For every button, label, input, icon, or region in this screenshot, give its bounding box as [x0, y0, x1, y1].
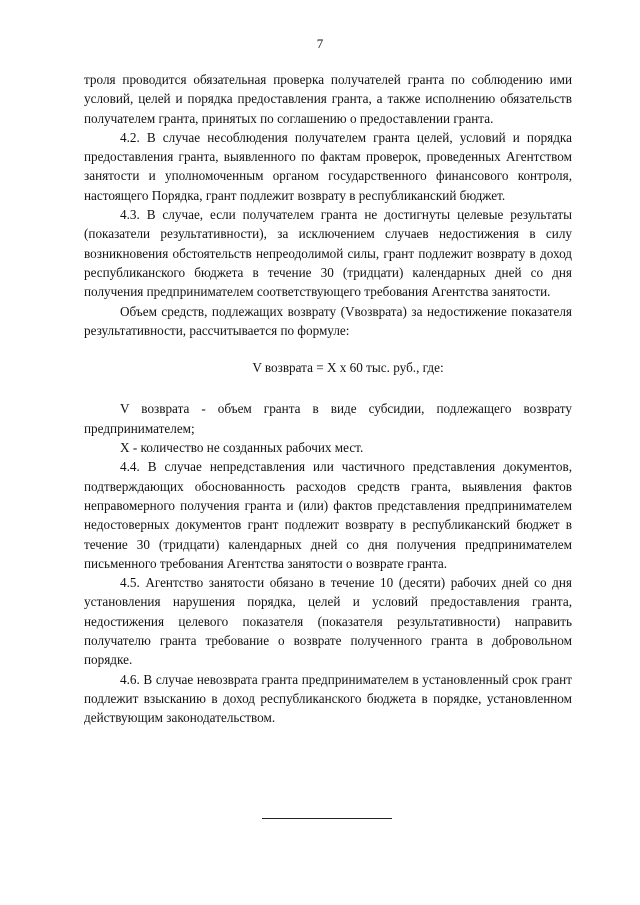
page-number: 7 — [316, 36, 324, 51]
paragraph-continuation: троля проводится обязательная проверка получателей гранта по соблюдению ими условий, целей и порядка предоставления гранта, а также исполнению обязательств получателем гранта, принятых по соглашению о предоставлении гранта. — [84, 72, 572, 126]
paragraph-x-definition: X - количество не созданных рабочих мест. — [120, 440, 364, 456]
document-body — [84, 70, 572, 728]
paragraph-refund-volume: Объем средств, подлежащих возврату (Vвозврата) за недостижение показателя результативности, рассчитывается по формуле: — [84, 303, 572, 338]
paragraph-4-3: 4.3. В случае, если получателем гранта не достигнуты целевые результаты (показатели результативности), за исключением случаев недостижения в силу возникновения обстоятельств непреодолимой силы, грант подлежит возврату в доход республиканского бюджета в течение 30 (тридцати) календарных дней со дня получения предпринимателем соответствующего требования Агентства занятости. — [84, 207, 572, 300]
paragraph-v-definition: V возврата - объем гранта в виде субсидии, подлежащего возврату предпринимателем; — [84, 401, 572, 436]
paragraph-4-2: 4.2. В случае несоблюдения получателем гранта целей, условий и порядка предоставления гранта, выявленного по фактам проверок, проведенных Агентством занятости и уполномоченным органом государственного финансового контроля, настоящего Порядка, грант подлежит возврату в республиканский бюджет. — [84, 129, 572, 203]
paragraph-4-6: 4.6. В случае невозврата гранта предпринимателем в установленный срок грант подлежит взысканию в доход республиканского бюджета в порядке, установленном действующим законодательством. — [84, 671, 572, 726]
paragraph-4-5: 4.5. Агентство занятости обязано в течение 10 (десяти) рабочих дней со дня установления нарушения порядка, целей и условий предоставления гранта, недостижения целевого показателя (показателя результативности) направить получателю гранта требование о возврате полученного гранта в добровольном порядке. — [84, 575, 572, 668]
refund-formula: V возврата = X х 60 тыс. руб., где: — [252, 360, 444, 376]
end-divider-line — [262, 818, 392, 819]
paragraph-4-4: 4.4. В случае непредставления или частичного представления документов, подтверждающих обоснованность расходов средств гранта, выявления фактов неправомерного получения гранта и (или) фактов представления предпринимателем недостоверных документов грант подлежит возврату в республиканский бюджет в течение 30 (тридцати) календарных дней со дня получения предпринимателем письменного требования Агентства занятости о возврате гранта. — [84, 459, 572, 571]
